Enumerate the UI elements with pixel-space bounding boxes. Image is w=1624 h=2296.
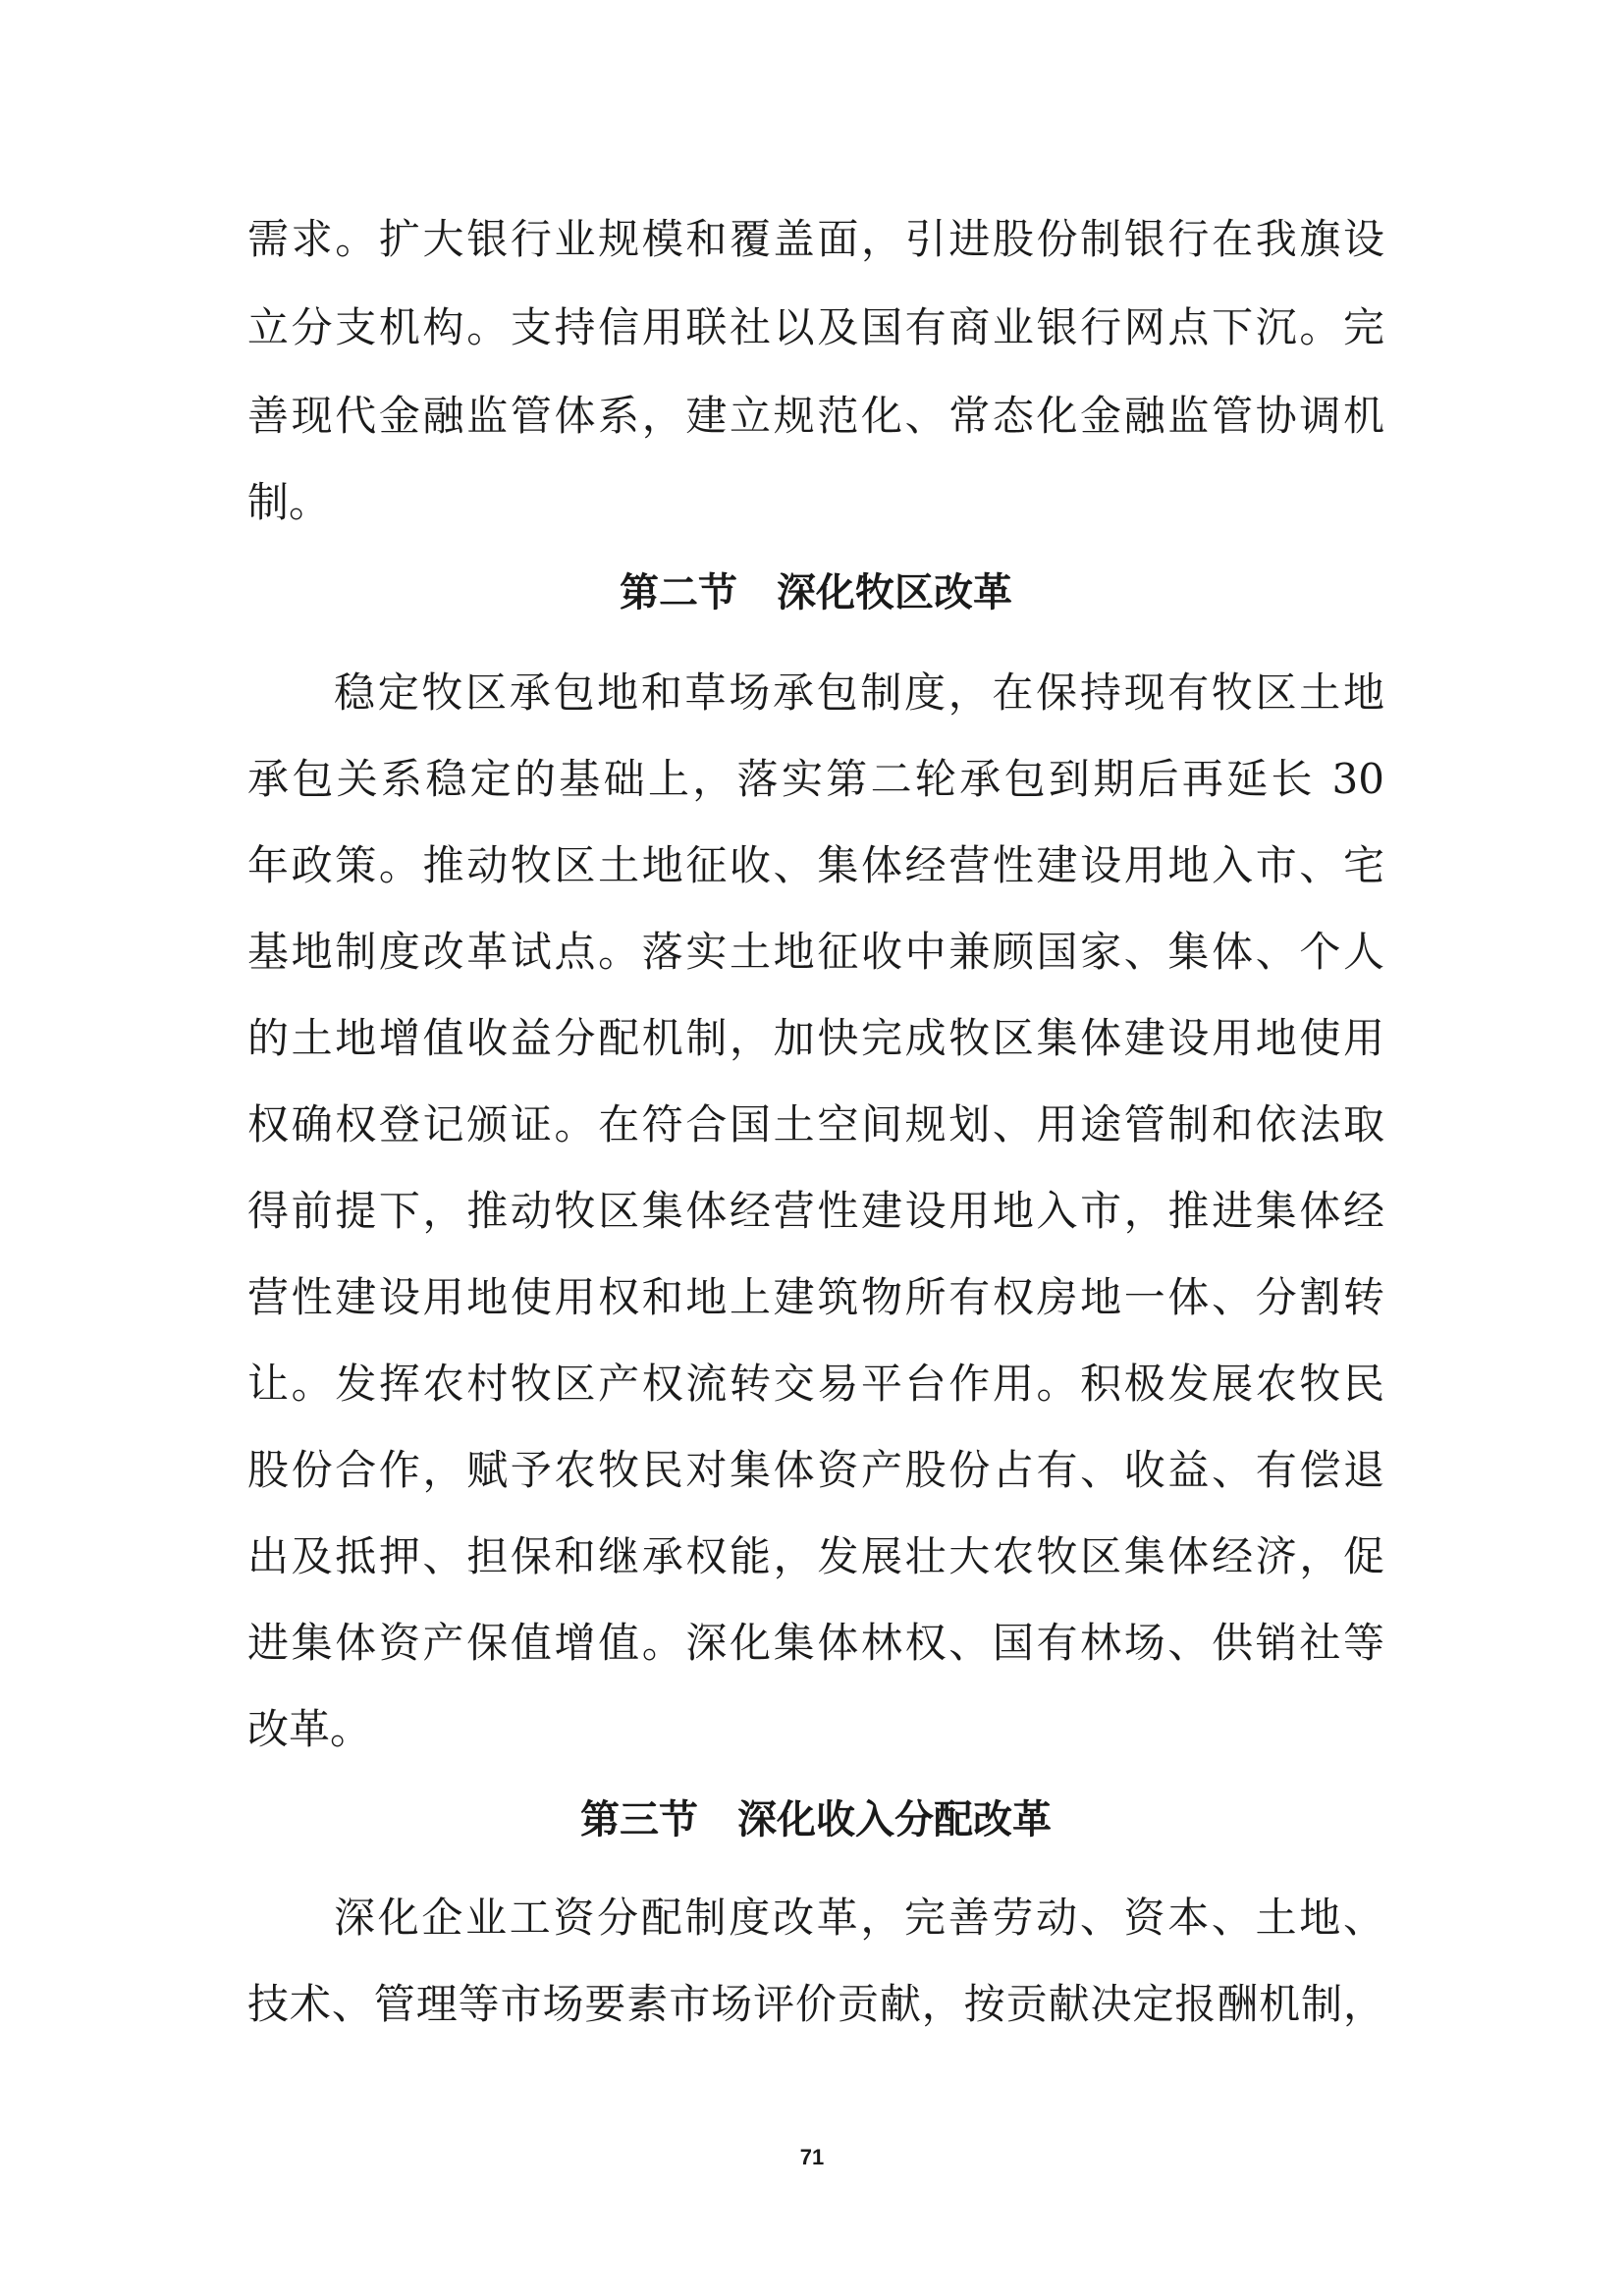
section-2-line-8: 营性建设用地使用权和地上建筑物所有权房地一体、分割转 xyxy=(247,1273,1384,1321)
page-number: 71 xyxy=(799,2145,825,2169)
section-2-heading: 第二节 深化牧区改革 xyxy=(620,570,1012,615)
paragraph-1-line-1: 需求。扩大银行业规模和覆盖面，引进股份制银行在我旗设 xyxy=(247,215,1384,263)
section-3-line-2: 技术、管理等市场要素市场评价贡献，按贡献决定报酬机制， xyxy=(247,1980,1384,2028)
section-2-line-4: 基地制度改革试点。落实土地征收中兼顾国家、集体、个人 xyxy=(247,928,1384,976)
paragraph-1-line-3: 善现代金融监管体系，建立规范化、常态化金融监管协调机 xyxy=(247,392,1384,440)
paragraph-1-line-2: 立分支机构。支持信用联社以及国有商业银行网点下沉。完 xyxy=(247,303,1384,351)
section-2-line-1: 稳定牧区承包地和草场承包制度，在保持现有牧区土地 xyxy=(334,668,1384,717)
section-2-line-9: 让。发挥农村牧区产权流转交易平台作用。积极发展农牧民 xyxy=(247,1360,1384,1408)
section-2-line-6: 权确权登记颁证。在符合国土空间规划、用途管制和依法取 xyxy=(247,1100,1384,1148)
section-3-heading: 第三节 深化收入分配改革 xyxy=(580,1797,1052,1842)
section-2-line-12: 进集体资产保值增值。深化集体林权、国有林场、供销社等 xyxy=(247,1619,1384,1667)
section-2-line-3: 年政策。推动牧区土地征收、集体经营性建设用地入市、宅 xyxy=(247,841,1384,889)
paragraph-1-line-4: 制。 xyxy=(247,478,331,526)
section-2-line-10: 股份合作，赋予农牧民对集体资产股份占有、收益、有偿退 xyxy=(247,1446,1384,1494)
section-2-line-5: 的土地增值收益分配机制，加快完成牧区集体建设用地使用 xyxy=(247,1014,1384,1062)
section-2-line-7: 得前提下，推动牧区集体经营性建设用地入市，推进集体经 xyxy=(247,1187,1384,1235)
section-3-line-1: 深化企业工资分配制度改革，完善劳动、资本、土地、 xyxy=(334,1894,1384,1942)
section-2-line-2: 承包关系稳定的基础上，落实第二轮承包到期后再延长 30 xyxy=(247,755,1384,803)
section-2-line-13: 改革。 xyxy=(247,1705,372,1753)
section-2-line-11: 出及抵押、担保和继承权能，发展壮大农牧区集体经济，促 xyxy=(247,1532,1384,1580)
